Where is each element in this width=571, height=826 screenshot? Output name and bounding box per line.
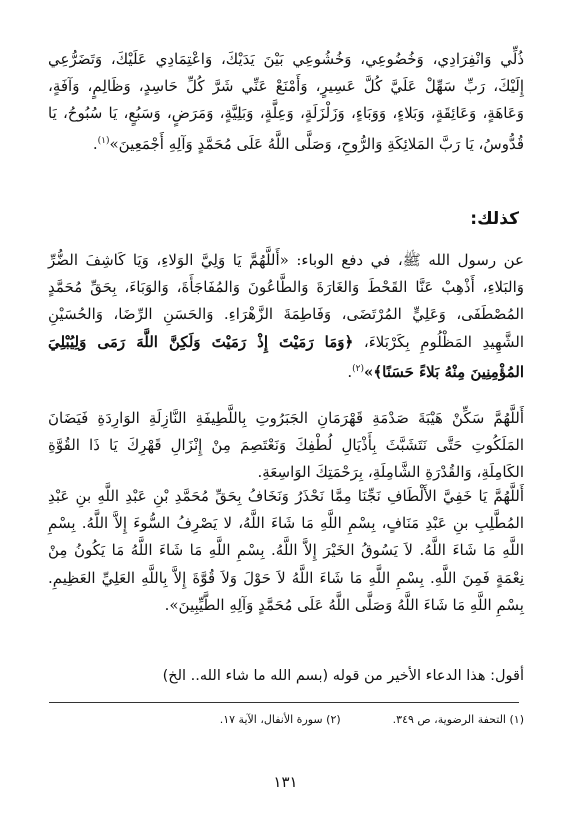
footnote-1: (١) التحفة الرضوية، ص ٣٤٩. <box>392 713 524 726</box>
quran-verse: ﴿وَمَا رَمَيْتَ إِذْ رَمَيْتَ وَلَكِنَّ اللَّهَ رَمَى وَلِيُبْلِيَ المُؤْمِنِينَ مِنْهُ بَلاءً حَسَنًا﴾» <box>48 332 524 381</box>
prayer-paragraph-1: ذُلِّي وَانْفِرَادِي، وَخُضُوعِي، وَخُشُوعِي بَيْنَ يَدَيْكَ، وَاعْتِمَادِي عَلَيْكَ، وَتَضَرُّعِي إِلَيْكَ، رَبِّ سَهِّلْ عَلَيَّ كُلَّ عَسِيرٍ، وَأَمْنَعْ عَنِّي شَرَّ كُلِّ حَاسِدٍ، وَظَالِمٍ، وَآفَةٍ، وَعَاهَةٍ، وَعَائِقَةٍ، وَبَلاءٍ، وَوَبَاءٍ، وَزَلْزَلَةٍ، وَعِلَّةٍ، وَبَلِيَّةٍ، وَمَرَضٍ، وَسَبُعٍ، يَا سُبُوحُ، يَا قُدُّوسُ، يَا رَبَّ المَلائِكَةِ وَالرُّوحِ، وَصَلَّى اللَّهُ عَلَى مُحَمَّدٍ وَآلِهِ أَجْمَعِينَ»$^{(١)}$. <box>48 50 524 153</box>
prayer-paragraph-2: عن رسول الله ﷺ، في دفع الوباء: «أَللَّهُمَّ يَا وَلِيَّ الوَلاءِ، وَيَا كَاشِفَ الضُّرِّ وَالبَلاءِ، أَذْهِبْ عَنَّا القَحْطَ وَالغَارَةَ وَالطَّاعُونَ وَالمُفَاجَأَةَ، وَالوَبَاءَ، بِحَقِّ مُحَمَّدٍ المُصْطَفَى، وَعَلِيٍّ المُرْتَضَى، وَفَاطِمَةَ الزَّهْرَاءِ. وَالحَسَنِ الرِّضَا، وَالحُسَيْنِ الشَّهِيدِ المَظْلُومِ بِكَرْبَلاءَ، ﴿وَمَا رَمَيْتَ إِذْ رَمَيْتَ وَلَكِنَّ اللَّهَ رَمَى وَلِيُبْلِيَ المُؤْمِنِينَ مِنْهُ بَلاءً حَسَنًا﴾»$^{(٢)}$. <box>48 251 524 381</box>
footnote-ref-2: (٢) <box>352 363 364 374</box>
prayer-paragraph-4: أَللَّهُمَّ يَا خَفِيَّ الأَلْطَافِ نَجِّنَا مِمَّا نَحْذَرُ وَنَخَافُ بِحَقِّ مُحَمَّدِ بْنِ عَبْدِ اللَّهِ بنِ عَبْدِ المُطَّلِبِ بنِ عَبْدِ مَنَافٍ، بِسْمِ اللَّهِ مَا شَاءَ اللَّهُ، لا يَصْرِفُ السُّوءَ إِلاَّ اللَّهُ. بِسْمِ اللَّهِ مَا شَاءَ اللَّهُ. لاَ يَسُوقُ الخَيْرَ إِلاَّ اللَّهُ. بِسْمِ اللَّهِ مَا شَاءَ اللَّهُ مَا يَكُونُ مِنْ نِعْمَةٍ فَمِنَ اللَّهِ. بِسْمِ اللَّهِ مَا شَاءَ اللَّهُ لاَ حَوْلَ وَلاَ قُوَّةَ إِلاَّ بِاللَّهِ العَلِيِّ العَظِيمِ. بِسْمِ اللَّهِ مَا شَاءَ اللَّهُ وَصَلَّى اللَّهُ عَلَى مُحَمَّدٍ وَآلِهِ الطَّيِّبِينَ». <box>48 487 524 614</box>
footnote-2: (٢) سورة الأنفال، الآية ١٧. <box>219 713 341 726</box>
footnotes <box>48 713 524 726</box>
prayer-text-1: ذُلِّي وَانْفِرَادِي، وَخُضُوعِي، وَخُشُوعِي بَيْنَ يَدَيْكَ، وَاعْتِمَادِي عَلَيْكَ، وَتَضَرُّعِي إِلَيْكَ، رَبِّ سَهِّلْ عَلَيَّ كُلَّ عَسِيرٍ، وَأَمْنَعْ عَنِّي شَرَّ كُلِّ حَاسِدٍ، وَظَالِمٍ، وَآفَةٍ، وَعَاهَةٍ، وَعَائِقَةٍ، وَبَلاءٍ، وَوَبَاءٍ، وَزَلْزَلَةٍ، وَعِلَّةٍ، وَبَلِيَّةٍ، وَمَرَضٍ، وَسَبُعٍ، يَا سُبُوحُ، يَا قُدُّوسُ، يَا رَبَّ المَلائِكَةِ وَالرُّوحِ، وَصَلَّى اللَّهُ عَلَى مُحَمَّدٍ وَآلِهِ أَجْمَعِينَ» <box>48 50 524 153</box>
footnote-ref-1: (١) <box>97 135 110 146</box>
prayer-paragraph-3: أَللَّهُمَّ سَكِّنْ هَيْبَةَ صَدْمَةِ قَهْرَمَانِ الجَبَرُوتِ بِاللَّطِيفَةِ النَّازِلَةِ الوَارِدَةِ فَيَضَانَ المَلَكُوتِ حَتَّى نَتَشَبَّثَ بِأَذْيَالِ لُطْفِكَ وَنَعْتَصِمَ مِنْ إِنْزَالِ قَهْرِكَ يَا ذَا القُوَّةِ الكَامِلَةِ، وَالقُدْرَةِ الشَّامِلَةِ، بِرَحْمَتِكَ الوَاسِعَةِ. <box>48 409 524 482</box>
section-heading: كذلك: <box>470 209 519 229</box>
footnote-divider <box>49 702 519 703</box>
page-number: ١٣١ <box>273 773 298 791</box>
prayer-text-2: عن رسول الله ﷺ، في دفع الوباء: «أَللَّهُمَّ يَا وَلِيَّ الوَلاءِ، وَيَا كَاشِفَ الضُّرِّ وَالبَلاءِ، أَذْهِبْ عَنَّا القَحْطَ وَالغَارَةَ وَالطَّاعُونَ وَالمُفَاجَأَةَ، وَالوَبَاءَ، بِحَقِّ مُحَمَّدٍ المُصْطَفَى، وَعَلِيٍّ المُرْتَضَى، وَفَاطِمَةَ الزَّهْرَاءِ. وَالحَسَنِ الرِّضَا، وَالحُسَيْنِ الشَّهِيدِ المَظْلُومِ بِكَرْبَلاءَ، <box>48 251 524 351</box>
author-comment: أقول: هذا الدعاء الأخير من قوله (بسم الله ما شاء الله.. الخ) <box>162 668 524 684</box>
